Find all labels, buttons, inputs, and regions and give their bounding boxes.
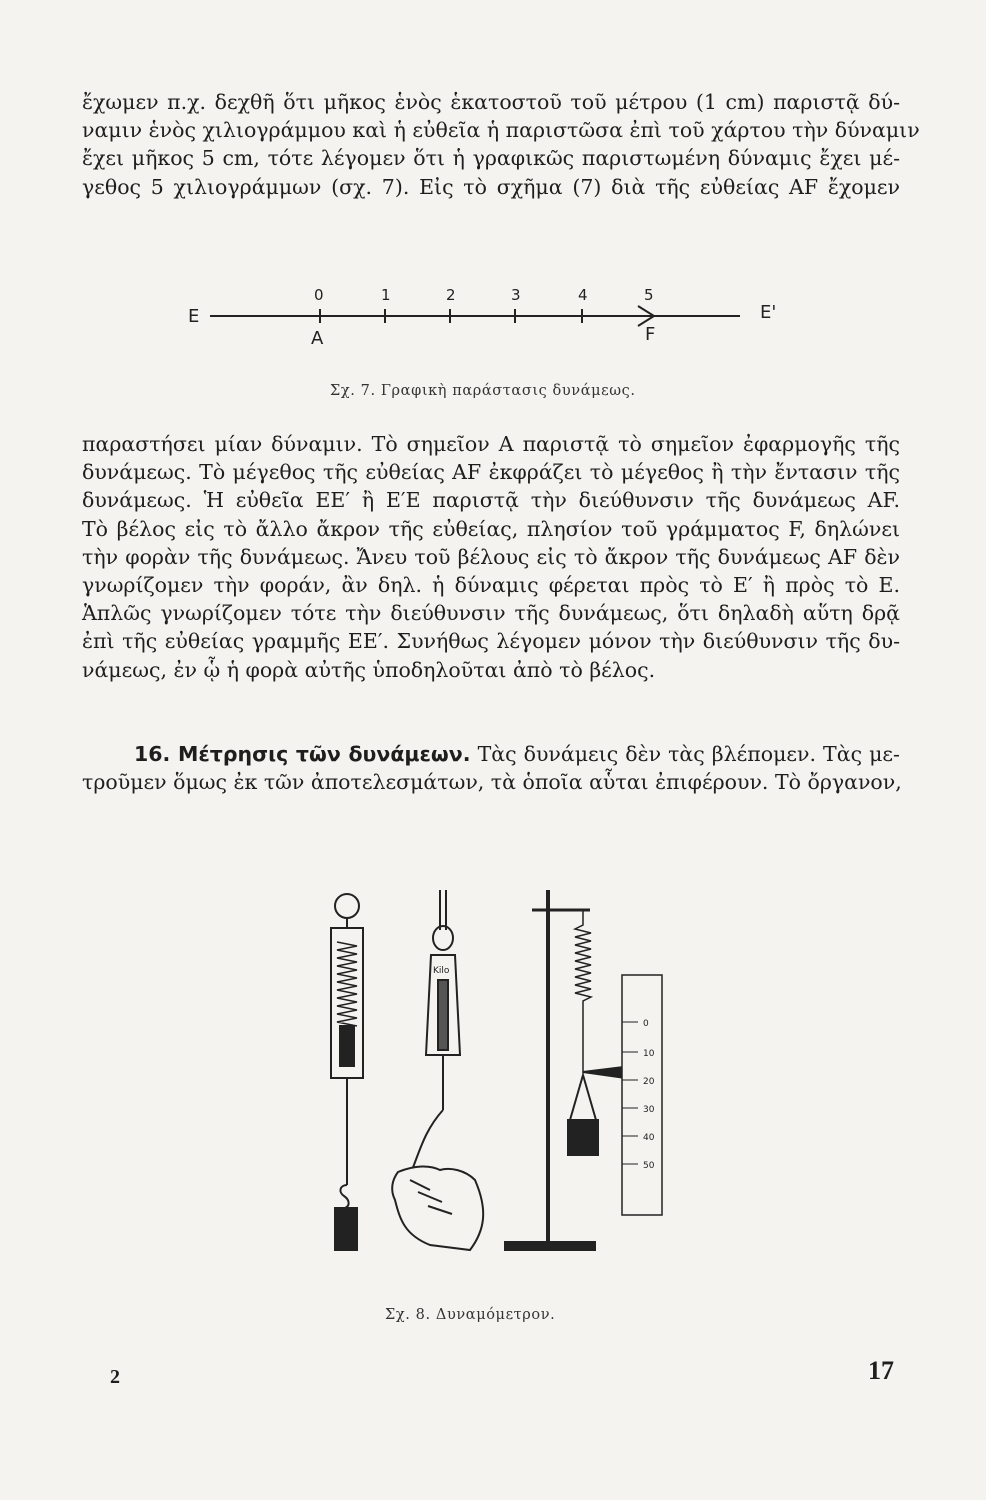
text-line: ἔχει μῆκος 5 cm, τότε λέγομεν ὅτι ἡ γραφικῶς παριστωμένη δύναμις ἔχει μέ- xyxy=(82,146,900,171)
text-line: νάμεως, ἐν ᾧ ἡ φορὰ αὐτῆς ὑποδηλοῦται ἀπὸ τὸ βέλος. xyxy=(82,657,656,682)
tick-label: 1 xyxy=(381,286,391,304)
text-line: γεθος 5 χιλιογράμμων (σχ. 7). Εἰς τὸ σχῆμα (7) διὰ τῆς εὐθείας ΑF ἔχομεν xyxy=(82,174,900,199)
text-line: παραστήσει μίαν δύναμιν. Τὸ σημεῖον Α παριστᾷ τὸ σημεῖον ἐφαρμογῆς τῆς xyxy=(82,432,900,456)
spring-balance-1 xyxy=(331,894,363,1250)
kilo-label: Kilo xyxy=(433,966,450,976)
scale-label: 0 xyxy=(643,1019,649,1029)
tick-label: 0 xyxy=(314,286,324,304)
scale-label: 20 xyxy=(643,1077,655,1087)
text-line: ναμιν ἑνὸς χιλιογράμμου καὶ ἡ εὐθεῖα ἡ παριστῶσα ἐπὶ τοῦ χάρτου τὴν δύναμιν xyxy=(82,118,920,143)
tick-label: 4 xyxy=(578,286,588,304)
figure-7-caption: Σχ. 7. Γραφικὴ παράστασις δυνάμεως. xyxy=(330,383,636,399)
section-text: Τὰς δυνάμεις δὲν τὰς βλέπομεν. Τὰς με- xyxy=(477,742,900,766)
section-16 xyxy=(82,740,900,796)
label-e: E xyxy=(188,306,200,327)
scale-label: 10 xyxy=(643,1049,655,1059)
section-heading: 16. Μέτρησις τῶν δυνάμεων. xyxy=(134,742,471,766)
label-point-f: F xyxy=(645,324,656,345)
text-line: ἔχωμεν π.χ. δεχθῆ ὅτι μῆκος ἑνὸς ἑκατοστοῦ τοῦ μέτρου (1 cm) παριστᾷ δύ- xyxy=(82,90,900,114)
figure-8-dynamometers xyxy=(300,880,700,1280)
text-line: Τὸ βέλος εἰς τὸ ἄλλο ἄκρον τῆς εὐθείας, πλησίον τοῦ γράμματος F, δηλώνει xyxy=(82,516,900,541)
text-line: δυνάμεως. Ἡ εὐθεῖα ΕΕ′ ἢ Ε′Ε παριστᾷ τὴν διεύθυνσιν τῆς δυνάμεως ΑF. xyxy=(82,488,900,513)
text-line: Ἁπλῶς γνωρίζομεν τότε τὴν διεύθυνσιν τῆς δυνάμεως, ὅτι δηλαδὴ αὕτη δρᾷ xyxy=(82,601,900,626)
spring-balance-kilo xyxy=(412,890,460,1170)
tick-label: 2 xyxy=(446,286,456,304)
signature-mark: 2 xyxy=(110,1366,120,1388)
paragraph-intro xyxy=(82,88,920,201)
label-point-a: A xyxy=(311,328,324,349)
text-line xyxy=(82,740,900,768)
label-e-prime: E' xyxy=(760,302,777,323)
scale-label: 40 xyxy=(643,1133,655,1143)
page-number: 17 xyxy=(868,1356,894,1385)
text-line: ἐπὶ τῆς εὐθείας γραμμῆς ΕΕ′. Συνήθως λέγομεν μόνον τὴν διεύθυνσιν τῆς δυ- xyxy=(82,629,900,654)
scale-label: 50 xyxy=(643,1161,655,1171)
tick-label: 3 xyxy=(511,286,521,304)
tick-label: 5 xyxy=(644,286,654,304)
figure-7-force-diagram xyxy=(180,278,800,358)
text-line: γνωρίζομεν τὴν φοράν, ἂν δηλ. ἡ δύναμις φέρεται πρὸς τὸ Ε′ ἢ πρὸς τὸ Ε. xyxy=(82,572,900,597)
text-line: τροῦμεν ὅμως ἐκ τῶν ἀποτελεσμάτων, τὰ ὁποῖα αὗται ἐπιφέρουν. Τὸ ὄργανον, xyxy=(82,770,902,795)
text-line: δυνάμεως. Τὸ μέγεθος τῆς εὐθείας ΑF ἐκφράζει τὸ μέγεθος ἢ τὴν ἔντασιν τῆς xyxy=(82,460,900,485)
scale-label: 30 xyxy=(643,1105,655,1115)
text-line: τὴν φορὰν τῆς δυνάμεως. Ἄνευ τοῦ βέλους εἰς τὸ ἄκρον τῆς δυνάμεως ΑF δὲν xyxy=(82,544,900,569)
stand-dynamometer xyxy=(505,890,662,1250)
hand-icon xyxy=(392,1166,483,1250)
figure-8-caption: Σχ. 8. Δυναμόμετρον. xyxy=(385,1307,556,1323)
paragraph-force-direction xyxy=(82,430,900,684)
